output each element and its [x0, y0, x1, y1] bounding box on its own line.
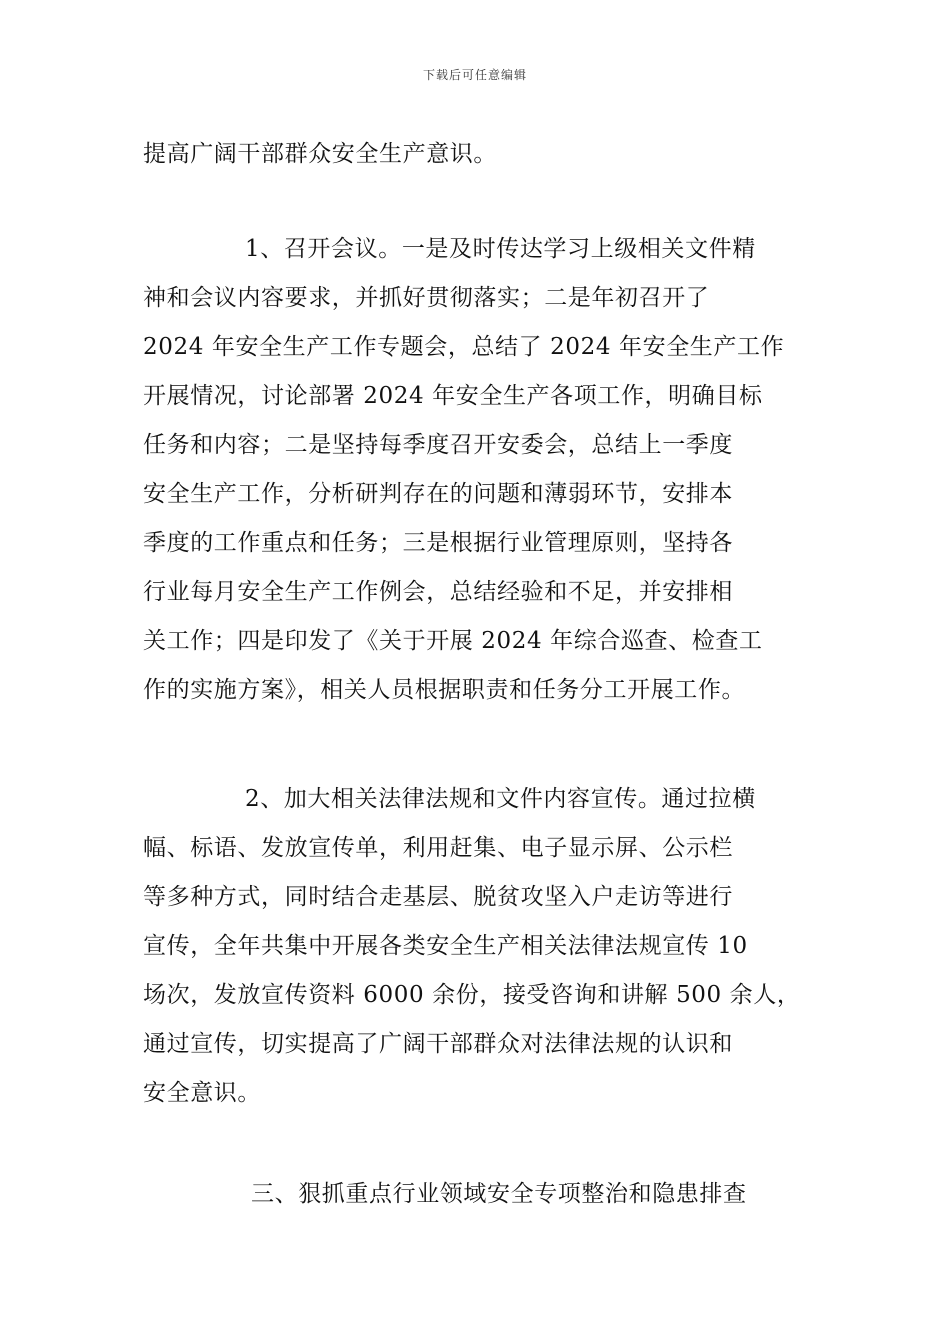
text-line: 1、召开会议。一是及时传达学习上级相关文件精	[245, 236, 756, 262]
text-line: 安全生产工作，分析研判存在的问题和薄弱环节，安排本	[143, 481, 733, 507]
section-heading-3	[143, 1170, 813, 1219]
page-header: 下载后可任意编辑	[422, 68, 527, 82]
paragraph-intro	[143, 130, 813, 179]
heading-line: 三、狠抓重点行业领域安全专项整治和隐患排查	[251, 1181, 747, 1207]
text-line: 提高广阔干部群众安全生产意识。	[143, 141, 497, 167]
text-line: 关工作；四是印发了《关于开展 2024 年综合巡查、检查工	[143, 628, 763, 654]
text-line: 幅、标语、发放宣传单，利用赶集、电子显示屏、公示栏	[143, 835, 733, 861]
text-line: 2024 年安全生产工作专题会，总结了 2024 年安全生产工作	[143, 334, 785, 360]
text-line: 安全意识。	[143, 1080, 261, 1106]
text-line: 2、加大相关法律法规和文件内容宣传。通过拉横	[245, 786, 756, 812]
text-line: 开展情况，讨论部署 2024 年安全生产各项工作，明确目标	[143, 383, 763, 409]
text-line: 场次，发放宣传资料 6000 余份，接受咨询和讲解 500 余人，	[143, 982, 801, 1008]
text-line: 季度的工作重点和任务；三是根据行业管理原则，坚持各	[143, 530, 733, 556]
paragraph-meetings	[143, 225, 813, 715]
text-line: 通过宣传，切实提高了广阔干部群众对法律法规的认识和	[143, 1031, 733, 1057]
text-line: 行业每月安全生产工作例会，总结经验和不足，并安排相	[143, 579, 733, 605]
text-line: 宣传，全年共集中开展各类安全生产相关法律法规宣传 10	[143, 933, 748, 959]
text-line: 任务和内容；二是坚持每季度召开安委会，总结上一季度	[143, 432, 733, 458]
text-line: 作的实施方案》，相关人员根据职责和任务分工开展工作。	[143, 677, 746, 703]
paragraph-publicity	[143, 775, 813, 1118]
text-line: 神和会议内容要求，并抓好贯彻落实；二是年初召开了	[143, 285, 710, 311]
text-line: 等多种方式，同时结合走基层、脱贫攻坚入户走访等进行	[143, 884, 733, 910]
